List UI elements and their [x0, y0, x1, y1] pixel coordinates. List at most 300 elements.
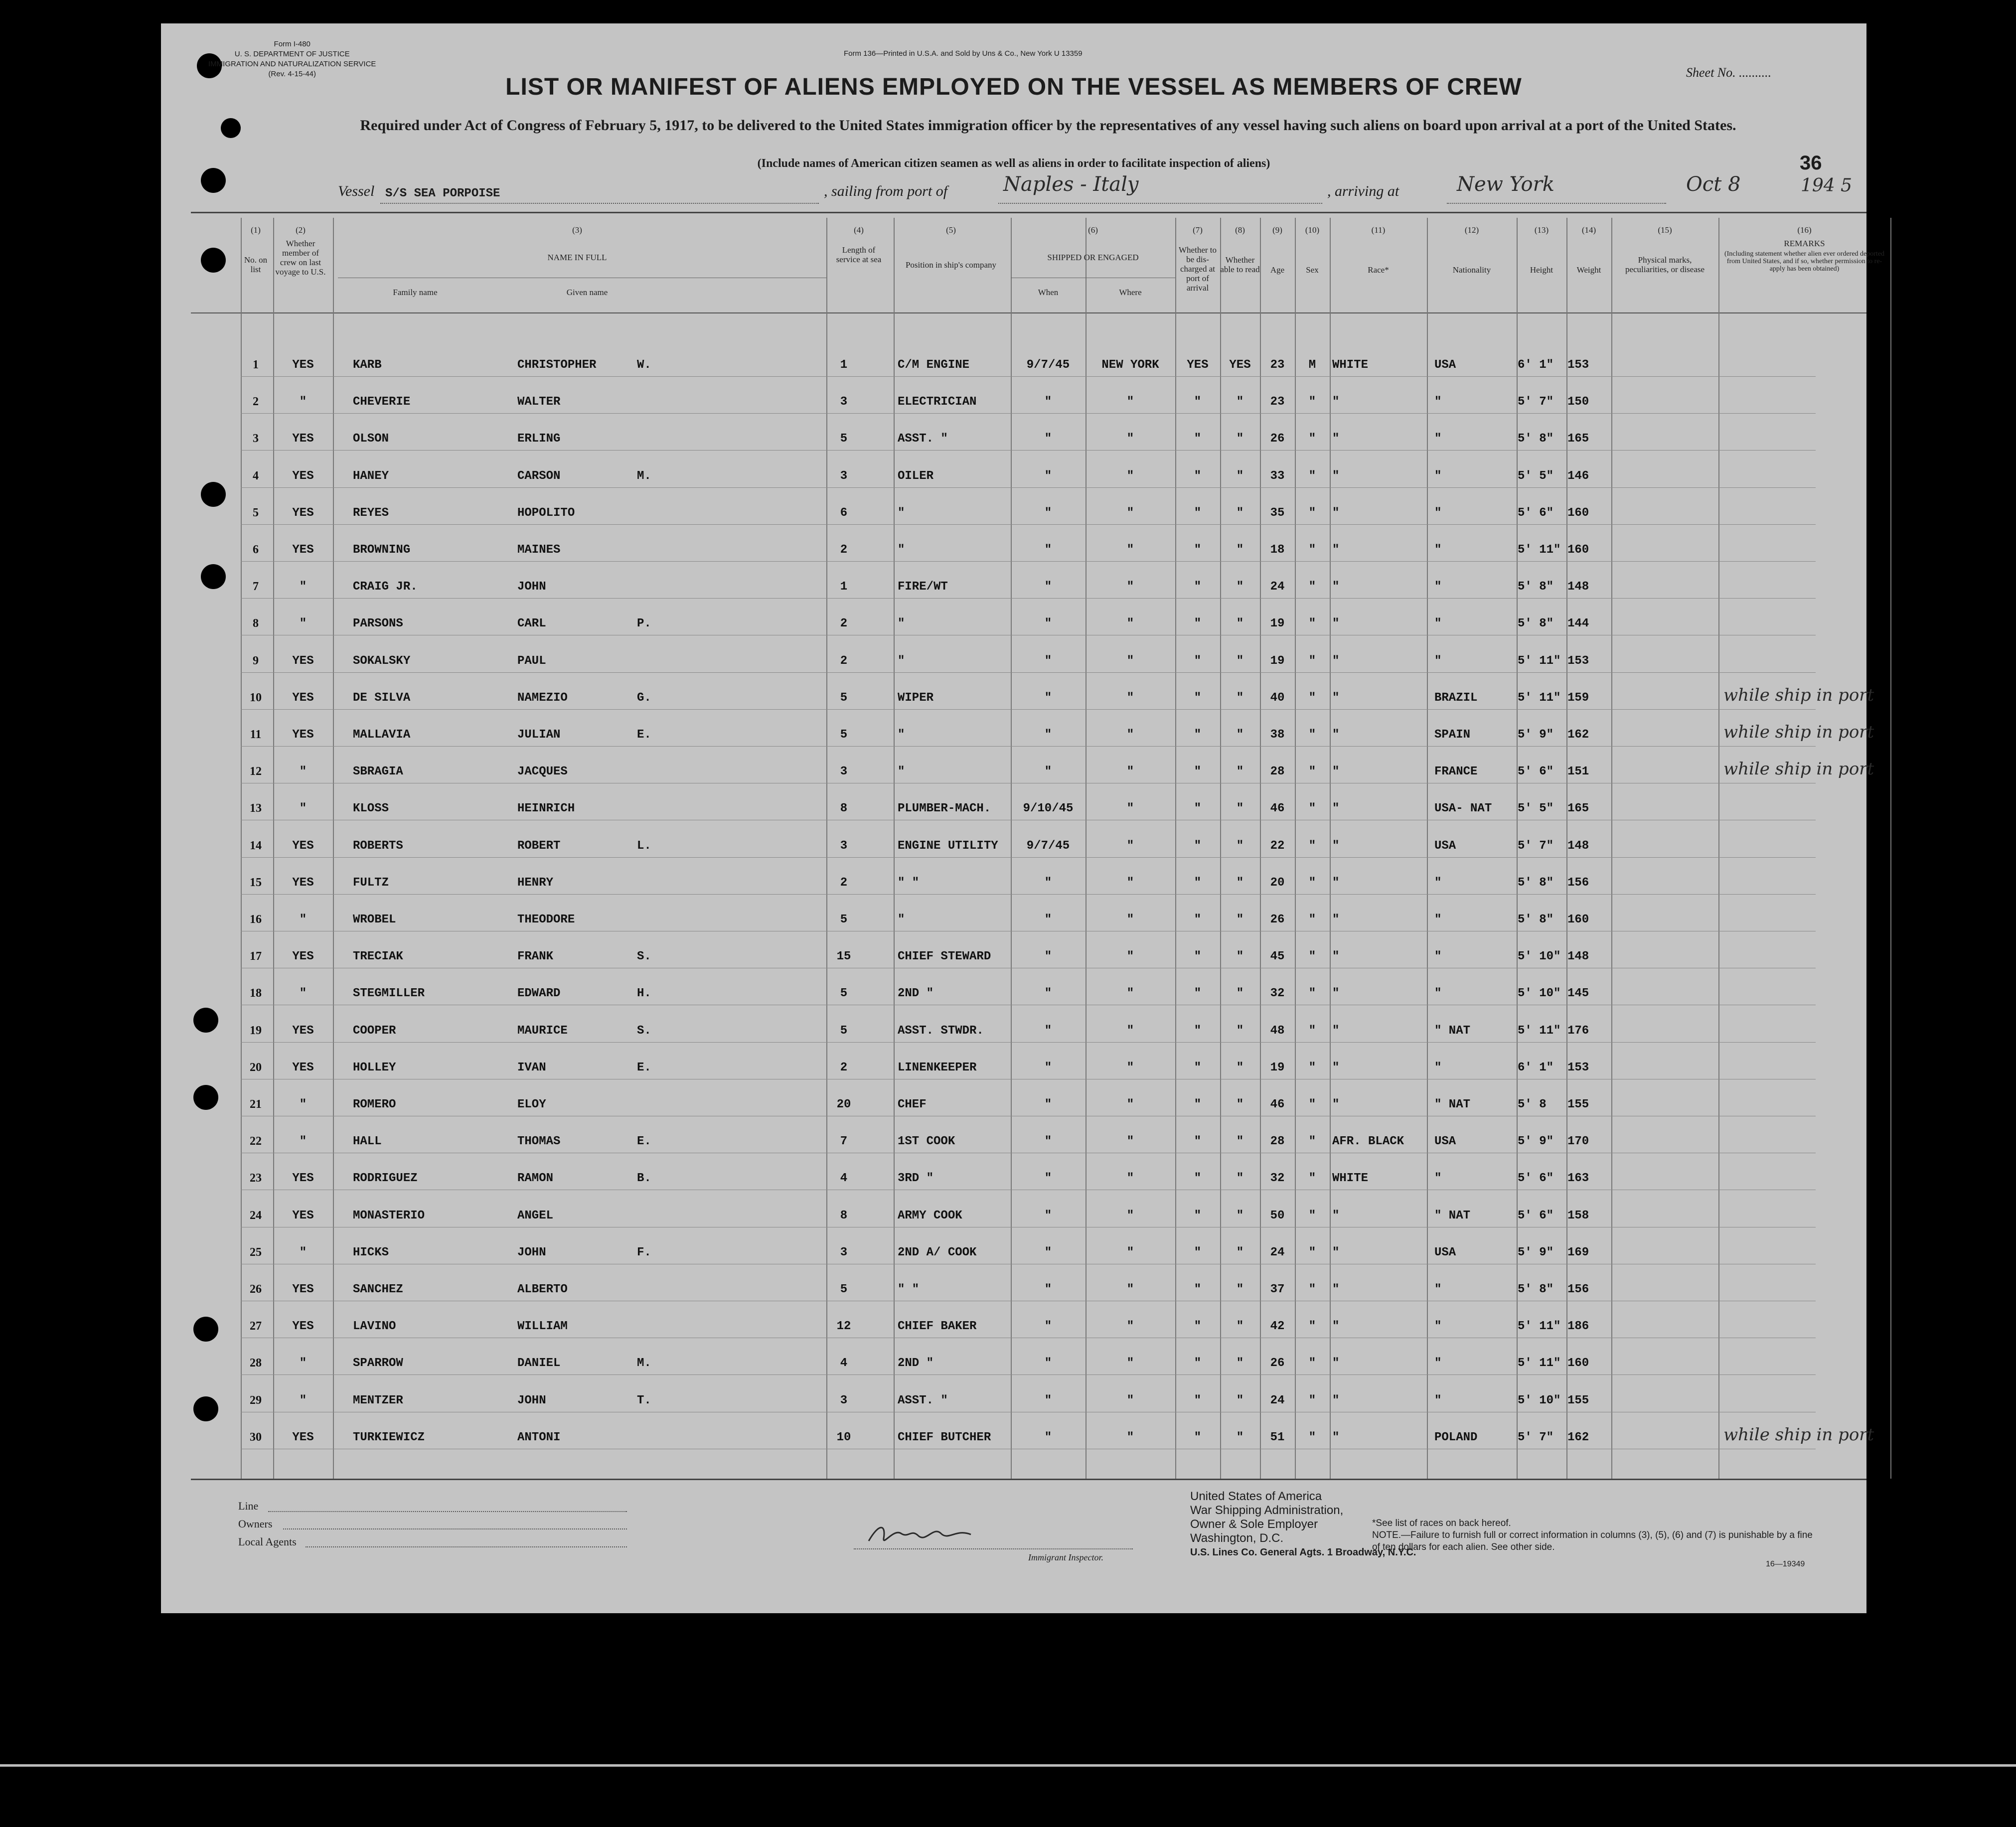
row-20-age: 19 [1270, 1061, 1285, 1074]
row-7-height: 5' 8" [1518, 580, 1554, 594]
owner-line-4: Washington, D.C. [1190, 1531, 1284, 1545]
row-24-when: " [1044, 1209, 1052, 1222]
sheet-number-label: Sheet No. .......... [1686, 65, 1772, 80]
row-6-read: " [1236, 543, 1244, 557]
row-14-read: " [1236, 839, 1244, 853]
row-6-height: 5' 11" [1518, 543, 1561, 557]
sailing-underline [998, 203, 1322, 204]
row-21-service: 20 [836, 1098, 851, 1111]
row-3-age: 26 [1270, 432, 1285, 446]
row-7-no: 7 [253, 580, 259, 594]
row-25-discharged: " [1194, 1245, 1202, 1259]
row-23-sex: " [1308, 1172, 1316, 1186]
row-30-no: 30 [250, 1430, 262, 1444]
row-29-no: 29 [250, 1393, 262, 1407]
row-14-sex: " [1308, 839, 1316, 853]
row-22-discharged: " [1194, 1135, 1202, 1149]
row-25-when: " [1044, 1245, 1052, 1259]
row-11-prior: YES [292, 728, 314, 742]
row-16-service: 5 [840, 913, 848, 926]
col4-label: Length of service at sea [836, 245, 882, 264]
row-16-age: 26 [1270, 913, 1285, 926]
row-12-weight: 151 [1567, 765, 1589, 779]
row-11-where: " [1126, 728, 1134, 742]
row-25-given: JOHN [517, 1245, 546, 1259]
row-23-when: " [1044, 1172, 1052, 1186]
row-18-position: 2ND " [898, 987, 934, 1001]
row-30-nationality: POLAND [1434, 1430, 1478, 1444]
row-24-height: 5' 6" [1518, 1209, 1554, 1222]
table-bottom-border [191, 1479, 1866, 1480]
row-13-position: PLUMBER-MACH. [898, 802, 991, 816]
row-25-where: " [1126, 1245, 1134, 1259]
row-13-when: 9/10/45 [1023, 802, 1074, 816]
column-divider [894, 218, 895, 1479]
row-9-sex: " [1308, 654, 1316, 668]
line-underline [268, 1511, 627, 1512]
row-15-nationality: " [1434, 876, 1442, 890]
row-1-nationality: USA [1434, 358, 1456, 372]
form-number: Form I-480 [274, 40, 310, 48]
row-27-when: " [1044, 1320, 1052, 1334]
row-20-when: " [1044, 1061, 1052, 1074]
row-2-discharged: " [1194, 395, 1202, 409]
col5-num: (5) [946, 225, 956, 235]
row-19-where: " [1126, 1024, 1134, 1038]
col12-num: (12) [1464, 225, 1479, 235]
row-4-where: " [1126, 469, 1134, 483]
row-15-no: 15 [250, 876, 262, 889]
row-8-position: " [898, 617, 905, 631]
scan-edge-line [0, 1764, 2016, 1767]
row-11-nationality: SPAIN [1434, 728, 1471, 742]
row-30-age: 51 [1270, 1430, 1285, 1444]
row-19-sex: " [1308, 1024, 1316, 1038]
col13-num: (13) [1534, 225, 1549, 235]
row-15-sex: " [1308, 876, 1316, 890]
row-rule [241, 857, 1816, 858]
sailing-label: , sailing from port of [824, 183, 948, 199]
row-rule [241, 413, 1816, 414]
column-divider [826, 218, 827, 1479]
row-4-when: " [1044, 469, 1052, 483]
row-22-age: 28 [1270, 1135, 1285, 1149]
row-28-init: M. [637, 1357, 651, 1370]
row-10-given: NAMEZIO [517, 691, 568, 705]
row-20-read: " [1236, 1061, 1244, 1074]
row-7-family: CRAIG JR. [353, 580, 418, 594]
row-22-init: E. [637, 1135, 651, 1149]
column-divider [273, 218, 274, 1479]
row-rule [241, 894, 1816, 895]
row-22-race: AFR. BLACK [1332, 1135, 1404, 1149]
row-17-position: CHIEF STEWARD [898, 950, 991, 964]
row-11-no: 11 [250, 728, 262, 741]
row-22-when: " [1044, 1135, 1052, 1149]
punch-hole [193, 1317, 218, 1342]
row-17-weight: 148 [1567, 950, 1589, 964]
row-10-nationality: BRAZIL [1434, 691, 1478, 705]
row-25-prior: " [299, 1245, 307, 1259]
row-19-given: MAURICE [517, 1024, 568, 1038]
row-29-weight: 155 [1567, 1393, 1589, 1407]
row-18-no: 18 [250, 987, 262, 1000]
punch-hole [193, 1008, 218, 1033]
row-12-prior: " [299, 765, 307, 779]
row-7-nationality: " [1434, 580, 1442, 594]
row-29-height: 5' 10" [1518, 1393, 1561, 1407]
row-3-height: 5' 8" [1518, 432, 1554, 446]
page-number: 36 [1800, 152, 1822, 174]
col14-label: Weight [1576, 265, 1601, 275]
row-13-family: KLOSS [353, 802, 389, 816]
col2-label: Whether member of crew on last voyage to U.S. [275, 239, 326, 277]
row-28-race: " [1332, 1357, 1340, 1370]
row-30-height: 5' 7" [1518, 1430, 1554, 1444]
department: U. S. DEPARTMENT OF JUSTICE [234, 50, 350, 58]
row-rule [241, 450, 1816, 451]
col3-label: NAME IN FULL [547, 253, 607, 262]
row-1-discharged: YES [1187, 358, 1209, 372]
row-2-when: " [1044, 395, 1052, 409]
row-1-service: 1 [840, 358, 848, 372]
arriving-label: , arriving at [1327, 183, 1399, 199]
row-18-weight: 145 [1567, 987, 1589, 1001]
row-22-prior: " [299, 1135, 307, 1149]
row-13-discharged: " [1194, 802, 1202, 816]
row-4-age: 33 [1270, 469, 1285, 483]
row-3-prior: YES [292, 432, 314, 446]
row-20-weight: 153 [1567, 1061, 1589, 1074]
row-17-no: 17 [250, 950, 262, 963]
row-rule [241, 524, 1816, 525]
row-16-nationality: " [1434, 913, 1442, 926]
row-12-position: " [898, 765, 905, 779]
row-11-race: " [1332, 728, 1340, 742]
vessel-label: Vessel [338, 183, 375, 199]
row-2-given: WALTER [517, 395, 561, 409]
row-rule [241, 672, 1816, 673]
row-24-no: 24 [250, 1209, 262, 1222]
row-1-race: WHITE [1332, 358, 1369, 372]
row-9-read: " [1236, 654, 1244, 668]
row-2-sex: " [1308, 395, 1316, 409]
row-21-where: " [1126, 1098, 1134, 1111]
row-25-no: 25 [250, 1245, 262, 1259]
row-3-given: ERLING [517, 432, 561, 446]
row-5-height: 5' 6" [1518, 506, 1554, 520]
row-27-service: 12 [836, 1320, 851, 1334]
row-4-given: CARSON [517, 469, 561, 483]
row-4-service: 3 [840, 469, 848, 483]
row-12-age: 28 [1270, 765, 1285, 779]
col11-num: (11) [1371, 225, 1386, 235]
row-5-when: " [1044, 506, 1052, 520]
row-27-weight: 186 [1567, 1320, 1589, 1334]
row-12-no: 12 [250, 765, 262, 778]
row-5-race: " [1332, 506, 1340, 520]
row-15-position: " " [898, 876, 920, 890]
row-9-discharged: " [1194, 654, 1202, 668]
row-25-height: 5' 9" [1518, 1245, 1554, 1259]
row-18-prior: " [299, 987, 307, 1001]
row-8-given: CARL [517, 617, 546, 631]
row-11-weight: 162 [1567, 728, 1589, 742]
row-6-service: 2 [840, 543, 848, 557]
row-29-discharged: " [1194, 1393, 1202, 1407]
manifest-sheet [161, 23, 1885, 1613]
row-3-discharged: " [1194, 432, 1202, 446]
row-1-prior: YES [292, 358, 314, 372]
row-27-position: CHIEF BAKER [898, 1320, 977, 1334]
row-25-weight: 169 [1567, 1245, 1589, 1259]
row-1-family: KARB [353, 358, 382, 372]
row-8-where: " [1126, 617, 1134, 631]
row-23-age: 32 [1270, 1172, 1285, 1186]
row-30-service: 10 [836, 1430, 851, 1444]
col14-num: (14) [1581, 225, 1596, 235]
row-15-race: " [1332, 876, 1340, 890]
row-2-race: " [1332, 395, 1340, 409]
row-17-sex: " [1308, 950, 1316, 964]
column-divider [1718, 218, 1719, 1479]
inspector-underline [854, 1548, 1133, 1549]
row-17-discharged: " [1194, 950, 1202, 964]
row-20-no: 20 [250, 1061, 262, 1074]
row-29-init: T. [637, 1393, 651, 1407]
punch-hole [201, 564, 226, 589]
row-22-family: HALL [353, 1135, 382, 1149]
row-26-age: 37 [1270, 1283, 1285, 1296]
row-7-sex: " [1308, 580, 1316, 594]
row-28-when: " [1044, 1357, 1052, 1370]
row-rule [241, 376, 1816, 377]
row-30-remarks: while ship in port [1723, 1424, 1874, 1445]
row-9-given: PAUL [517, 654, 546, 668]
row-28-discharged: " [1194, 1357, 1202, 1370]
row-20-init: E. [637, 1061, 651, 1074]
row-15-read: " [1236, 876, 1244, 890]
race-note: *See list of races on back hereof. [1372, 1518, 1511, 1528]
row-27-nationality: " [1434, 1320, 1442, 1334]
row-9-weight: 153 [1567, 654, 1589, 668]
punch-hole [201, 482, 226, 507]
row-20-position: LINENKEEPER [898, 1061, 977, 1074]
row-29-family: MENTZER [353, 1393, 403, 1407]
col13-label: Height [1530, 265, 1553, 275]
row-4-sex: " [1308, 469, 1316, 483]
row-13-weight: 165 [1567, 802, 1589, 816]
row-14-prior: YES [292, 839, 314, 853]
col8-num: (8) [1235, 225, 1245, 235]
row-17-where: " [1126, 950, 1134, 964]
row-22-sex: " [1308, 1135, 1316, 1149]
row-13-prior: " [299, 802, 307, 816]
row-1-sex: M [1308, 358, 1316, 372]
row-14-age: 22 [1270, 839, 1285, 853]
punch-hole [193, 1085, 218, 1110]
row-6-no: 6 [253, 543, 259, 556]
row-20-given: IVAN [517, 1061, 546, 1074]
row-9-nationality: " [1434, 654, 1442, 668]
row-30-sex: " [1308, 1430, 1316, 1444]
row-11-when: " [1044, 728, 1052, 742]
row-26-service: 5 [840, 1283, 848, 1296]
row-27-prior: YES [292, 1320, 314, 1334]
row-12-remarks: while ship in port [1723, 759, 1874, 779]
row-3-when: " [1044, 432, 1052, 446]
row-10-family: DE SILVA [353, 691, 411, 705]
row-18-when: " [1044, 987, 1052, 1001]
col5-label: Position in ship's company [905, 260, 997, 270]
row-26-no: 26 [250, 1283, 262, 1296]
row-3-family: OLSON [353, 432, 389, 446]
row-6-prior: YES [292, 543, 314, 557]
row-11-service: 5 [840, 728, 848, 742]
row-24-sex: " [1308, 1209, 1316, 1222]
row-1-weight: 153 [1567, 358, 1589, 372]
row-2-read: " [1236, 395, 1244, 409]
row-22-service: 7 [840, 1135, 848, 1149]
row-9-prior: YES [292, 654, 314, 668]
row-19-weight: 176 [1567, 1024, 1589, 1038]
row-7-discharged: " [1194, 580, 1202, 594]
row-9-race: " [1332, 654, 1340, 668]
row-13-given: HEINRICH [517, 802, 575, 816]
row-18-nationality: " [1434, 987, 1442, 1001]
row-19-discharged: " [1194, 1024, 1202, 1038]
punch-hole [201, 168, 226, 193]
col8-label: Whether able to read [1220, 255, 1260, 274]
col3-given-label: Given name [566, 288, 608, 297]
row-rule [241, 746, 1816, 747]
row-24-given: ANGEL [517, 1209, 554, 1222]
row-15-family: FULTZ [353, 876, 389, 890]
row-17-given: FRANK [517, 950, 554, 964]
row-7-given: JOHN [517, 580, 546, 594]
row-5-weight: 160 [1567, 506, 1589, 520]
row-25-service: 3 [840, 1245, 848, 1259]
row-26-prior: YES [292, 1283, 314, 1296]
row-11-read: " [1236, 728, 1244, 742]
row-17-race: " [1332, 950, 1340, 964]
row-4-height: 5' 5" [1518, 469, 1554, 483]
col4-num: (4) [854, 225, 864, 235]
row-18-where: " [1126, 987, 1134, 1001]
row-26-family: SANCHEZ [353, 1283, 403, 1296]
row-23-height: 5' 6" [1518, 1172, 1554, 1186]
row-23-family: RODRIGUEZ [353, 1172, 418, 1186]
row-15-height: 5' 8" [1518, 876, 1554, 890]
row-18-given: EDWARD [517, 987, 561, 1001]
row-27-race: " [1332, 1320, 1340, 1334]
row-21-position: CHEF [898, 1098, 927, 1111]
owners-underline [283, 1528, 627, 1529]
row-7-race: " [1332, 580, 1340, 594]
row-1-read: YES [1229, 358, 1251, 372]
row-10-when: " [1044, 691, 1052, 705]
row-16-race: " [1332, 913, 1340, 926]
row-24-family: MONASTERIO [353, 1209, 425, 1222]
row-23-read: " [1236, 1172, 1244, 1186]
row-21-given: ELOY [517, 1098, 546, 1111]
row-26-sex: " [1308, 1283, 1316, 1296]
column-divider [1330, 218, 1331, 1479]
row-19-position: ASST. STWDR. [898, 1024, 984, 1038]
row-10-read: " [1236, 691, 1244, 705]
row-15-where: " [1126, 876, 1134, 890]
row-24-position: ARMY COOK [898, 1209, 962, 1222]
row-5-no: 5 [253, 506, 259, 519]
row-27-height: 5' 11" [1518, 1320, 1561, 1334]
row-20-race: " [1332, 1061, 1340, 1074]
row-28-position: 2ND " [898, 1357, 934, 1370]
col6-label: SHIPPED OR ENGAGED [1047, 253, 1139, 262]
row-21-read: " [1236, 1098, 1244, 1111]
row-4-no: 4 [253, 469, 259, 482]
row-27-no: 27 [250, 1320, 262, 1333]
row-9-no: 9 [253, 654, 259, 667]
row-8-nationality: " [1434, 617, 1442, 631]
row-20-prior: YES [292, 1061, 314, 1074]
col7-label: Whether to be dis-charged at port of arrival [1179, 245, 1217, 293]
row-18-height: 5' 10" [1518, 987, 1561, 1001]
row-26-where: " [1126, 1283, 1134, 1296]
row-6-family: BROWNING [353, 543, 411, 557]
row-30-discharged: " [1194, 1430, 1202, 1444]
col15-label: Physical marks, peculiarities, or disease [1625, 255, 1705, 274]
col9-num: (9) [1272, 225, 1282, 235]
row-15-age: 20 [1270, 876, 1285, 890]
row-17-when: " [1044, 950, 1052, 964]
row-10-init: G. [637, 691, 651, 705]
row-14-given: ROBERT [517, 839, 561, 853]
row-14-race: " [1332, 839, 1340, 853]
col6-when-label: When [1038, 288, 1059, 297]
column-divider [333, 218, 334, 1479]
row-8-family: PARSONS [353, 617, 403, 631]
row-21-nationality: " NAT [1434, 1098, 1471, 1111]
row-23-weight: 163 [1567, 1172, 1589, 1186]
row-28-family: SPARROW [353, 1357, 403, 1370]
row-24-service: 8 [840, 1209, 848, 1222]
row-11-family: MALLAVIA [353, 728, 411, 742]
row-16-where: " [1126, 913, 1134, 926]
row-18-family: STEGMILLER [353, 987, 425, 1001]
arrival-date: Oct 8 [1686, 173, 1741, 196]
row-22-weight: 170 [1567, 1135, 1589, 1149]
row-14-height: 5' 7" [1518, 839, 1554, 853]
row-11-init: E. [637, 728, 651, 742]
row-14-weight: 148 [1567, 839, 1589, 853]
row-13-no: 13 [250, 802, 262, 815]
row-26-discharged: " [1194, 1283, 1202, 1296]
row-23-prior: YES [292, 1172, 314, 1186]
row-17-init: S. [637, 950, 651, 964]
row-5-where: " [1126, 506, 1134, 520]
row-15-when: " [1044, 876, 1052, 890]
row-4-read: " [1236, 469, 1244, 483]
row-23-init: B. [637, 1172, 651, 1186]
row-30-where: " [1126, 1430, 1134, 1444]
row-19-service: 5 [840, 1024, 848, 1038]
col1-label: No. on list [244, 255, 268, 274]
row-1-when: 9/7/45 [1026, 358, 1070, 372]
row-30-weight: 162 [1567, 1430, 1589, 1444]
row-23-nationality: " [1434, 1172, 1442, 1186]
row-5-position: " [898, 506, 905, 520]
row-28-service: 4 [840, 1357, 848, 1370]
